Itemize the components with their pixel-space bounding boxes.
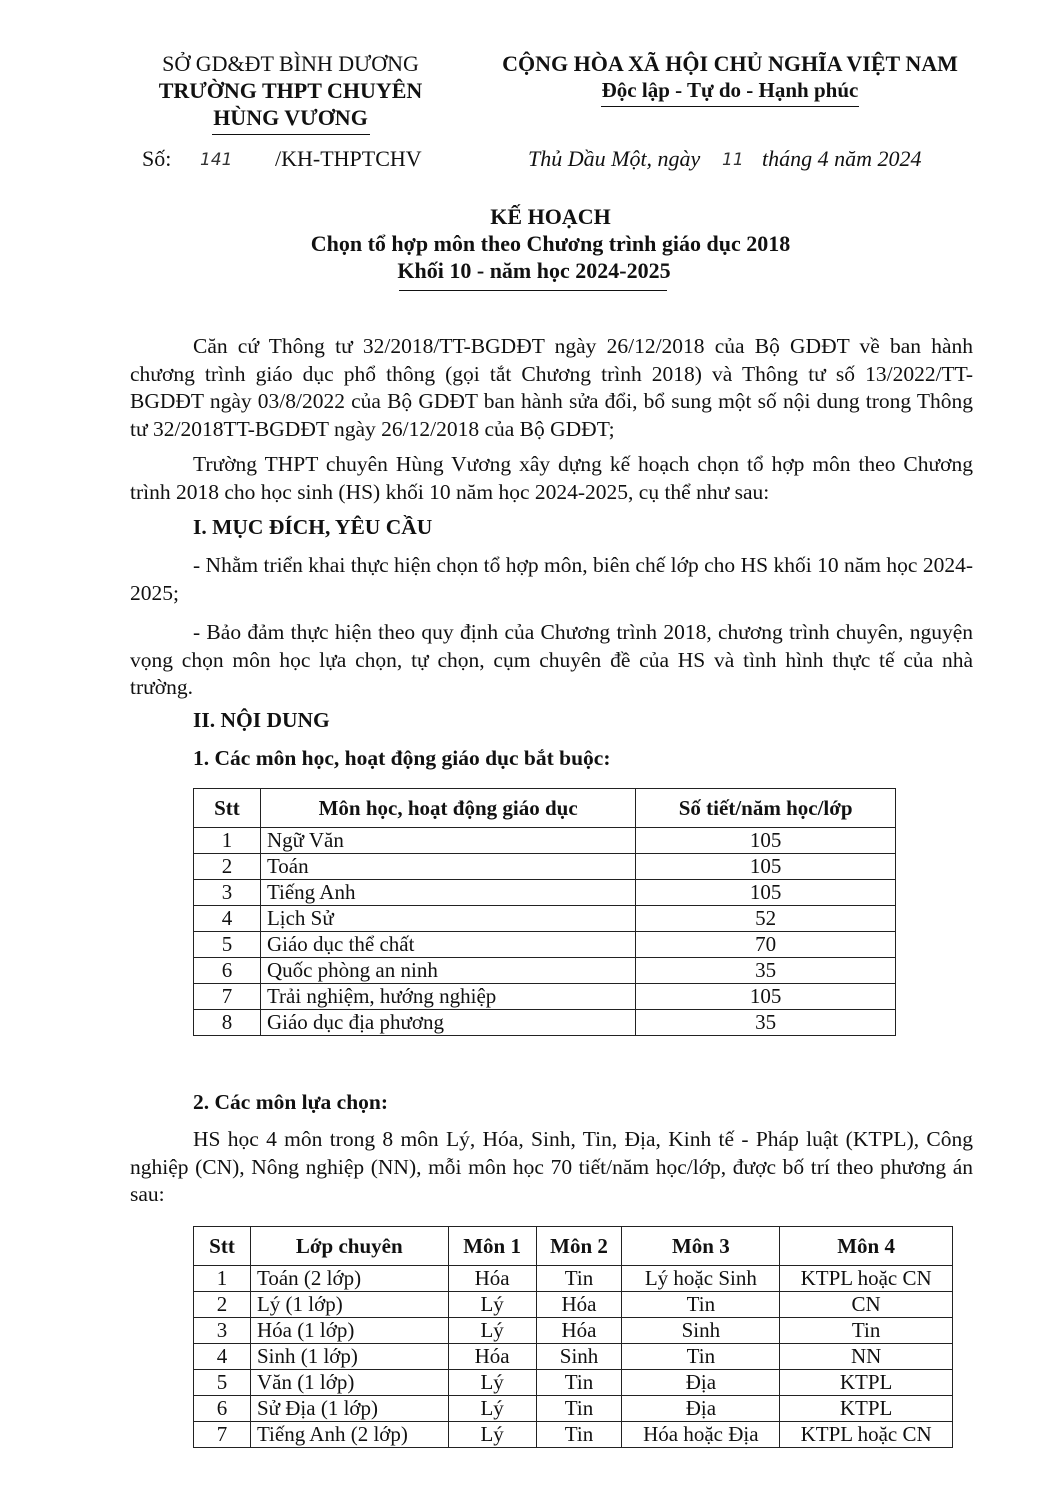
column-header: Stt — [194, 789, 261, 828]
column-header: Môn 4 — [780, 1227, 953, 1266]
table-cell: 5 — [194, 932, 261, 958]
table-cell: Quốc phòng an ninh — [260, 958, 635, 984]
column-header: Số tiết/năm học/lớp — [636, 789, 896, 828]
table-cell: Ngữ Văn — [260, 828, 635, 854]
table-cell: Tiếng Anh (2 lớp) — [250, 1422, 448, 1448]
table-cell: 7 — [194, 984, 261, 1010]
table-row — [194, 984, 896, 1010]
column-header: Môn học, hoạt động giáo dục — [260, 789, 635, 828]
table-cell: Tin — [536, 1422, 622, 1448]
column-header: Stt — [194, 1227, 251, 1266]
table-cell: Hóa (1 lớp) — [250, 1318, 448, 1344]
table-cell: Giáo dục thể chất — [260, 932, 635, 958]
motto-underline — [601, 106, 859, 107]
table-cell: Tiếng Anh — [260, 880, 635, 906]
country-name: CỘNG HÒA XÃ HỘI CHỦ NGHĨA VIỆT NAM — [502, 51, 958, 76]
table-row — [194, 1318, 953, 1344]
document-subtitle-1: Chọn tổ hợp môn theo Chương trình giáo dục 2018 — [310, 231, 791, 256]
paragraph-purpose-1: - Nhằm triển khai thực hiện chọn tổ hợp môn, biên chế lớp cho HS khối 10 năm học 2024-2025; — [130, 553, 973, 605]
table-row — [194, 1292, 953, 1318]
table-cell: Lý hoặc Sinh — [622, 1266, 780, 1292]
table-cell: Hóa — [448, 1266, 536, 1292]
table-row — [194, 1266, 953, 1292]
date-prefix: Thủ Dầu Một, ngày — [528, 146, 701, 171]
table-cell: Lý — [448, 1396, 536, 1422]
table-cell: Địa — [622, 1396, 780, 1422]
table-cell: Tin — [780, 1318, 953, 1344]
table-cell: CN — [780, 1292, 953, 1318]
document-number-suffix: /KH-THPTCHV — [275, 146, 422, 171]
table-cell: 2 — [194, 1292, 251, 1318]
table-cell: Sinh (1 lớp) — [250, 1344, 448, 1370]
column-header: Môn 1 — [448, 1227, 536, 1266]
table-cell: Sử Địa (1 lớp) — [250, 1396, 448, 1422]
paragraph-purpose-2: - Bảo đảm thực hiện theo quy định của Chương trình 2018, chương trình chuyên, nguyện vọng chọn môn học lựa chọn, tự chọn, cụm chuyên đề của HS và tình hình thực tế của nhà trường. — [130, 620, 973, 699]
column-header: Môn 3 — [622, 1227, 780, 1266]
elective-combinations-table — [193, 1226, 953, 1448]
table-cell: Sinh — [536, 1344, 622, 1370]
table-cell: 4 — [194, 1344, 251, 1370]
table-cell: Lý — [448, 1292, 536, 1318]
table-row — [194, 1344, 953, 1370]
table-cell: Hóa hoặc Địa — [622, 1422, 780, 1448]
table-cell: Tin — [622, 1292, 780, 1318]
column-header: Môn 2 — [536, 1227, 622, 1266]
table-cell: Tin — [536, 1266, 622, 1292]
table-cell: 6 — [194, 1396, 251, 1422]
paragraph-purpose-intro: Trường THPT chuyên Hùng Vương xây dựng kế hoạch chọn tổ hợp môn theo Chương trình 2018 cho học sinh (HS) khối 10 năm học 2024-2025, cụ thể như sau: — [130, 452, 973, 504]
table-cell: 3 — [194, 880, 261, 906]
table-cell: Lý (1 lớp) — [250, 1292, 448, 1318]
table-header-row — [194, 1227, 953, 1266]
table-cell: Lý — [448, 1370, 536, 1396]
document-number-handwritten: 141 — [200, 150, 233, 170]
table-cell: 8 — [194, 1010, 261, 1036]
column-header: Lớp chuyên — [250, 1227, 448, 1266]
table-cell: KTPL hoặc CN — [780, 1266, 953, 1292]
table-cell: 7 — [194, 1422, 251, 1448]
table-row — [194, 1422, 953, 1448]
table-cell: KTPL — [780, 1370, 953, 1396]
national-motto: Độc lập - Tự do - Hạnh phúc — [601, 78, 859, 102]
table-cell: 6 — [194, 958, 261, 984]
table-cell: Hóa — [536, 1292, 622, 1318]
subheading-elective-subjects: 2. Các môn lựa chọn: — [193, 1090, 389, 1114]
table-cell: Tin — [536, 1370, 622, 1396]
table-cell: Địa — [622, 1370, 780, 1396]
table-cell: 105 — [636, 984, 896, 1010]
table-cell: Giáo dục địa phương — [260, 1010, 635, 1036]
table-cell: 52 — [636, 906, 896, 932]
table-cell: 35 — [636, 1010, 896, 1036]
table-cell: 105 — [636, 828, 896, 854]
date-day-handwritten: 11 — [722, 150, 744, 170]
table-cell: Hóa — [448, 1344, 536, 1370]
table-cell: 105 — [636, 880, 896, 906]
table-cell: Văn (1 lớp) — [250, 1370, 448, 1396]
table-cell: Hóa — [536, 1318, 622, 1344]
table-cell: 3 — [194, 1318, 251, 1344]
table-row — [194, 906, 896, 932]
section-heading-purpose: I. MỤC ĐÍCH, YÊU CẦU — [193, 515, 433, 539]
table-row — [194, 1370, 953, 1396]
title-underline — [399, 290, 667, 291]
table-cell: 2 — [194, 854, 261, 880]
table-cell: Trải nghiệm, hướng nghiệp — [260, 984, 635, 1010]
table-row — [194, 932, 896, 958]
table-cell: NN — [780, 1344, 953, 1370]
section-heading-content: II. NỘI DUNG — [193, 708, 330, 732]
table-cell: Tin — [622, 1344, 780, 1370]
table-cell: Toán (2 lớp) — [250, 1266, 448, 1292]
table-cell: Tin — [536, 1396, 622, 1422]
department-name: SỞ GD&ĐT BÌNH DƯƠNG — [162, 51, 419, 76]
paragraph-legal-basis: Căn cứ Thông tư 32/2018/TT-BGDĐT ngày 26/12/2018 của Bộ GDĐT về ban hành chương trình giáo dục phổ thông (gọi tắt Chương trình 2018) và Thông tư số 13/2022/TT-BGDĐT ngày 03/8/2022 của Bộ GDĐT ban hành sửa đổi, bổ sung một số nội dung trong Thông tư 32/2018TT-BGDĐT ngày 26/12/2018 của Bộ GDĐT; — [130, 334, 973, 441]
document-number-label: Số: — [142, 146, 172, 171]
table-cell: 1 — [194, 1266, 251, 1292]
table-cell: KTPL — [780, 1396, 953, 1422]
table-cell: Lý — [448, 1318, 536, 1344]
document-subtitle-2: Khối 10 - năm học 2024-2025 — [397, 258, 671, 283]
table-cell: 105 — [636, 854, 896, 880]
date-suffix: tháng 4 năm 2024 — [762, 146, 922, 171]
table-cell: 70 — [636, 932, 896, 958]
table-row — [194, 1010, 896, 1036]
table-header-row — [194, 789, 896, 828]
subheading-mandatory-subjects: 1. Các môn học, hoạt động giáo dục bắt buộc: — [193, 746, 611, 770]
paragraph-elective-description: HS học 4 môn trong 8 môn Lý, Hóa, Sinh, Tin, Địa, Kinh tế - Pháp luật (KTPL), Công nghiệp (CN), Nông nghiệp (NN), mỗi môn học 70 tiết/năm học/lớp, được bố trí theo phương án sau: — [130, 1127, 973, 1206]
table-cell: Sinh — [622, 1318, 780, 1344]
mandatory-subjects-table — [193, 788, 896, 1036]
document-title: KẾ HOẠCH — [490, 204, 611, 229]
table-row — [194, 958, 896, 984]
table-cell: 35 — [636, 958, 896, 984]
table-cell: Toán — [260, 854, 635, 880]
table-cell: KTPL hoặc CN — [780, 1422, 953, 1448]
table-cell: 1 — [194, 828, 261, 854]
table-row — [194, 828, 896, 854]
table-cell: Lý — [448, 1422, 536, 1448]
table-row — [194, 880, 896, 906]
table-row — [194, 1396, 953, 1422]
school-name-line2: HÙNG VƯƠNG — [213, 105, 368, 130]
school-underline — [212, 134, 370, 135]
table-cell: Lịch Sử — [260, 906, 635, 932]
table-cell: 4 — [194, 906, 261, 932]
table-cell: 5 — [194, 1370, 251, 1396]
school-name-line1: TRƯỜNG THPT CHUYÊN — [158, 78, 423, 103]
table-row — [194, 854, 896, 880]
